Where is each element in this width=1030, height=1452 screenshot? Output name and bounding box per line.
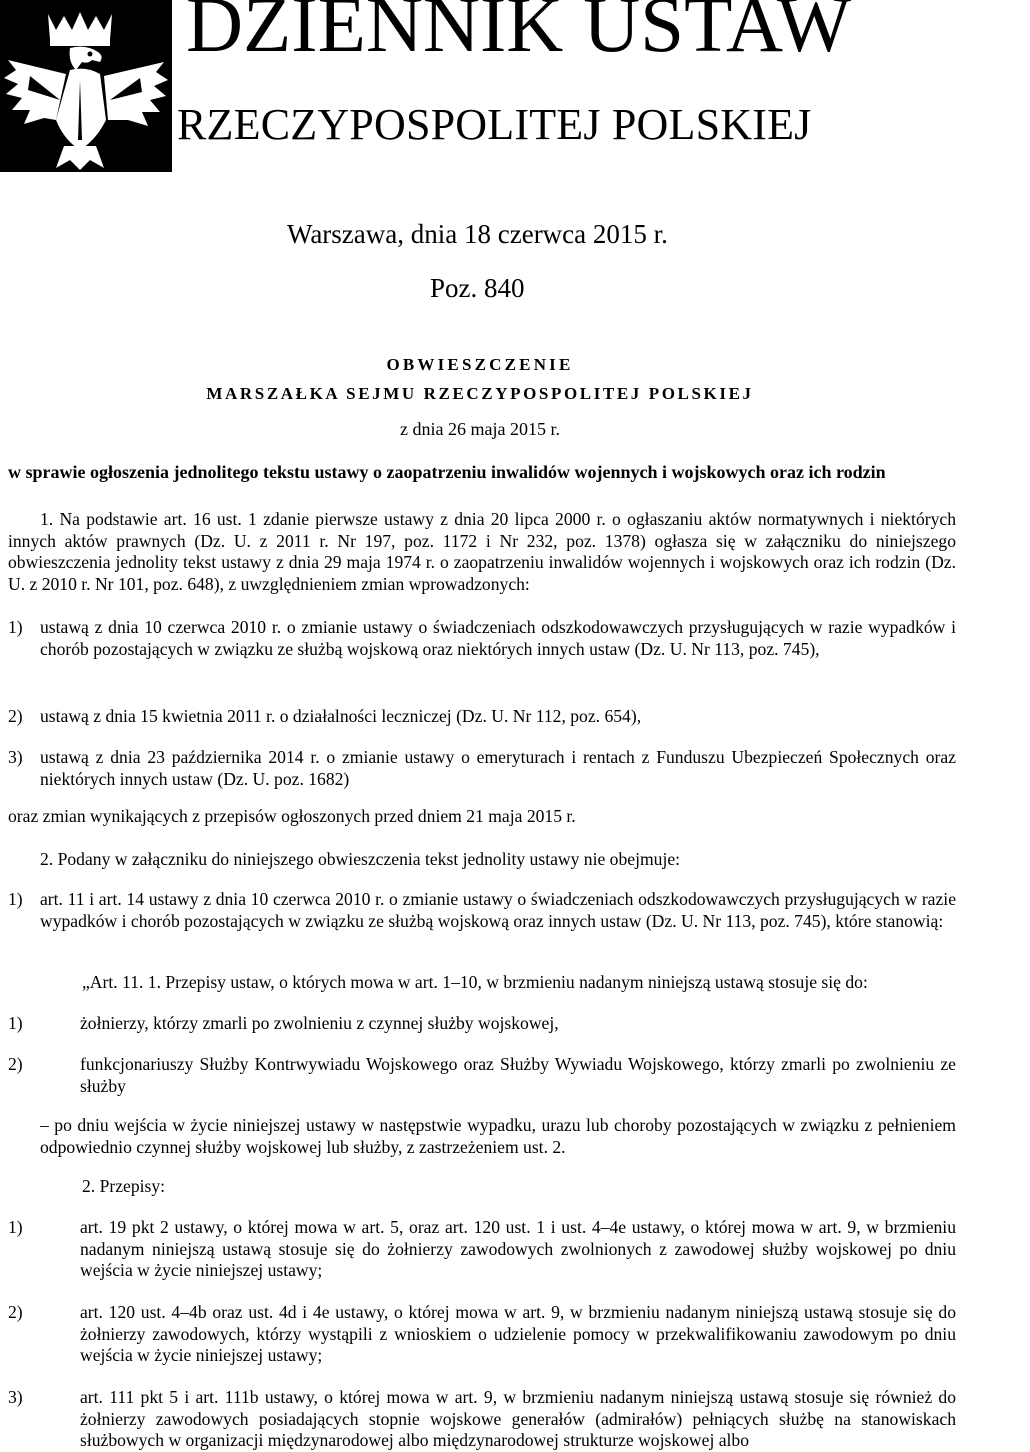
journal-title: DZIENNIK USTAW	[186, 0, 852, 69]
list-number: 2)	[8, 706, 23, 726]
list-text: ustawą z dnia 23 października 2014 r. o zmianie ustawy o emeryturach i rentach z Funduszu Ubezpieczeń Społecznych oraz niektórych innych ustaw (Dz. U. poz. 1682)	[40, 747, 956, 789]
list-number: 1)	[8, 617, 23, 637]
list-text: ustawą z dnia 10 czerwca 2010 r. o zmianie ustawy o świadczeniach odszkodowawczych przysługujących w razie wypadków i chorób pozostających w związku ze służbą wojskową oraz niektórych innych ustaw (Dz. U. Nr 113, poz. 745),	[40, 617, 956, 659]
list-number: 3)	[8, 747, 23, 767]
list-text: ustawą z dnia 15 kwietnia 2011 r. o działalności leczniczej (Dz. U. Nr 112, poz. 654),	[40, 706, 642, 726]
list-number: 3)	[8, 1387, 23, 1407]
list-number: 2)	[8, 1302, 23, 1322]
list-text: art. 111 pkt 5 i art. 111b ustawy, o której mowa w art. 9, w brzmieniu nadanym niniejszą ustawą stosuje się również do żołnierzy zawodowych posiadających stopnie wojskowe generałów (admirałów) pełniących służbę na stanowiskach służbowych w organizacji międzynarodowej albo międzynarodowej strukturze wojskowej albo	[80, 1387, 956, 1450]
list-text: art. 19 pkt 2 ustawy, o której mowa w art. 5, oraz art. 120 ust. 1 i ust. 4–4e ustawy, o której mowa w art. 9, w brzmieniu nadanym niniejszą ustawą stosuje się do żołnierzy zawodowych zwolnionych z zawodowej służby wojskowej po dniu wejścia w życie niniejszej ustawy;	[80, 1217, 956, 1280]
issue-date: Warszawa, dnia 18 czerwca 2015 r.	[287, 219, 668, 249]
heading-marszalek: MARSZAŁKA SEJMU RZECZYPOSPOLITEJ POLSKIEJ	[206, 384, 754, 403]
heading-date: z dnia 26 maja 2015 r.	[400, 419, 560, 439]
paragraph-2: 2. Podany w załączniku do niniejszego obwieszczenia tekst jednolity ustawy nie obejmuje:	[40, 849, 681, 869]
list-text: funkcjonariuszy Służby Kontrwywiadu Wojskowego oraz Służby Wywiadu Wojskowego, którzy zmarli po zwolnieniu ze służby	[80, 1054, 956, 1096]
list-text: art. 120 ust. 4–4b oraz ust. 4d i 4e ustawy, o której mowa w art. 9, w brzmieniu nadanym niniejszą ustawą stosuje się do żołnierzy zawodowych, którzy wystąpili z wnioskiem o udzielenie pomocy w przekwalifikowaniu zawodowym po dniu wejścia w życie niniejszej ustawy;	[80, 1302, 956, 1365]
list-text: żołnierzy, którzy zmarli po zwolnieniu z czynnej służby wojskowej,	[80, 1013, 559, 1033]
list-number: 1)	[8, 1217, 23, 1237]
list-number: 1)	[8, 889, 23, 909]
paragraph-1: 1. Na podstawie art. 16 ust. 1 zdanie pierwsze ustawy z dnia 20 lipca 2000 r. o ogłaszaniu aktów normatywnych i niektórych innych aktów prawnych (Dz. U. z 2011 r. Nr 197, poz. 1172 i Nr 232, poz. 1378) ogłasza się w załączniku do niniejszego obwieszczenia jednolity tekst ustawy z dnia 29 maja 1974 r. o zaopatrzeniu inwalidów wojennych i wojskowych oraz ich rodzin (Dz. U. z 2010 r. Nr 101, poz. 648), z uwzględnieniem zmian wprowadzonych:	[8, 509, 956, 594]
quote-dash-paragraph: – po dniu wejścia w życie niniejszej ustawy w następstwie wypadku, urazu lub choroby pozostających w związku z pełnieniem odpowiednio czynnej służby wojskowej lub służby, z zastrzeżeniem ust. 2.	[40, 1115, 956, 1157]
list-number: 1)	[8, 1013, 23, 1033]
subject-line: w sprawie ogłoszenia jednolitego tekstu ustawy o zaopatrzeniu inwalidów wojennych i wojskowych oraz ich rodzin	[8, 462, 886, 482]
eagle-emblem-icon	[0, 0, 172, 172]
list-number: 2)	[8, 1054, 23, 1074]
journal-subtitle: RZECZYPOSPOLITEJ POLSKIEJ	[177, 100, 812, 149]
list-text: art. 11 i art. 14 ustawy z dnia 10 czerwca 2010 r. o zmianie ustawy o świadczeniach odszkodowawczych przysługujących w razie wypadków i chorób pozostających w związku ze służbą wojskową oraz innych ustaw (Dz. U. Nr 113, poz. 745), które stanowią:	[40, 889, 956, 931]
paragraph-oraz: oraz zmian wynikających z przepisów ogłoszonych przed dniem 21 maja 2015 r.	[8, 806, 576, 826]
quote-intro: „Art. 11. 1. Przepisy ustaw, o których mowa w art. 1–10, w brzmieniu nadanym niniejszą ustawą stosuje się do:	[82, 972, 868, 992]
position-number: Poz. 840	[430, 273, 525, 303]
heading-obwieszczenie: OBWIESZCZENIE	[386, 355, 574, 374]
przepisy-heading: 2. Przepisy:	[82, 1176, 166, 1196]
